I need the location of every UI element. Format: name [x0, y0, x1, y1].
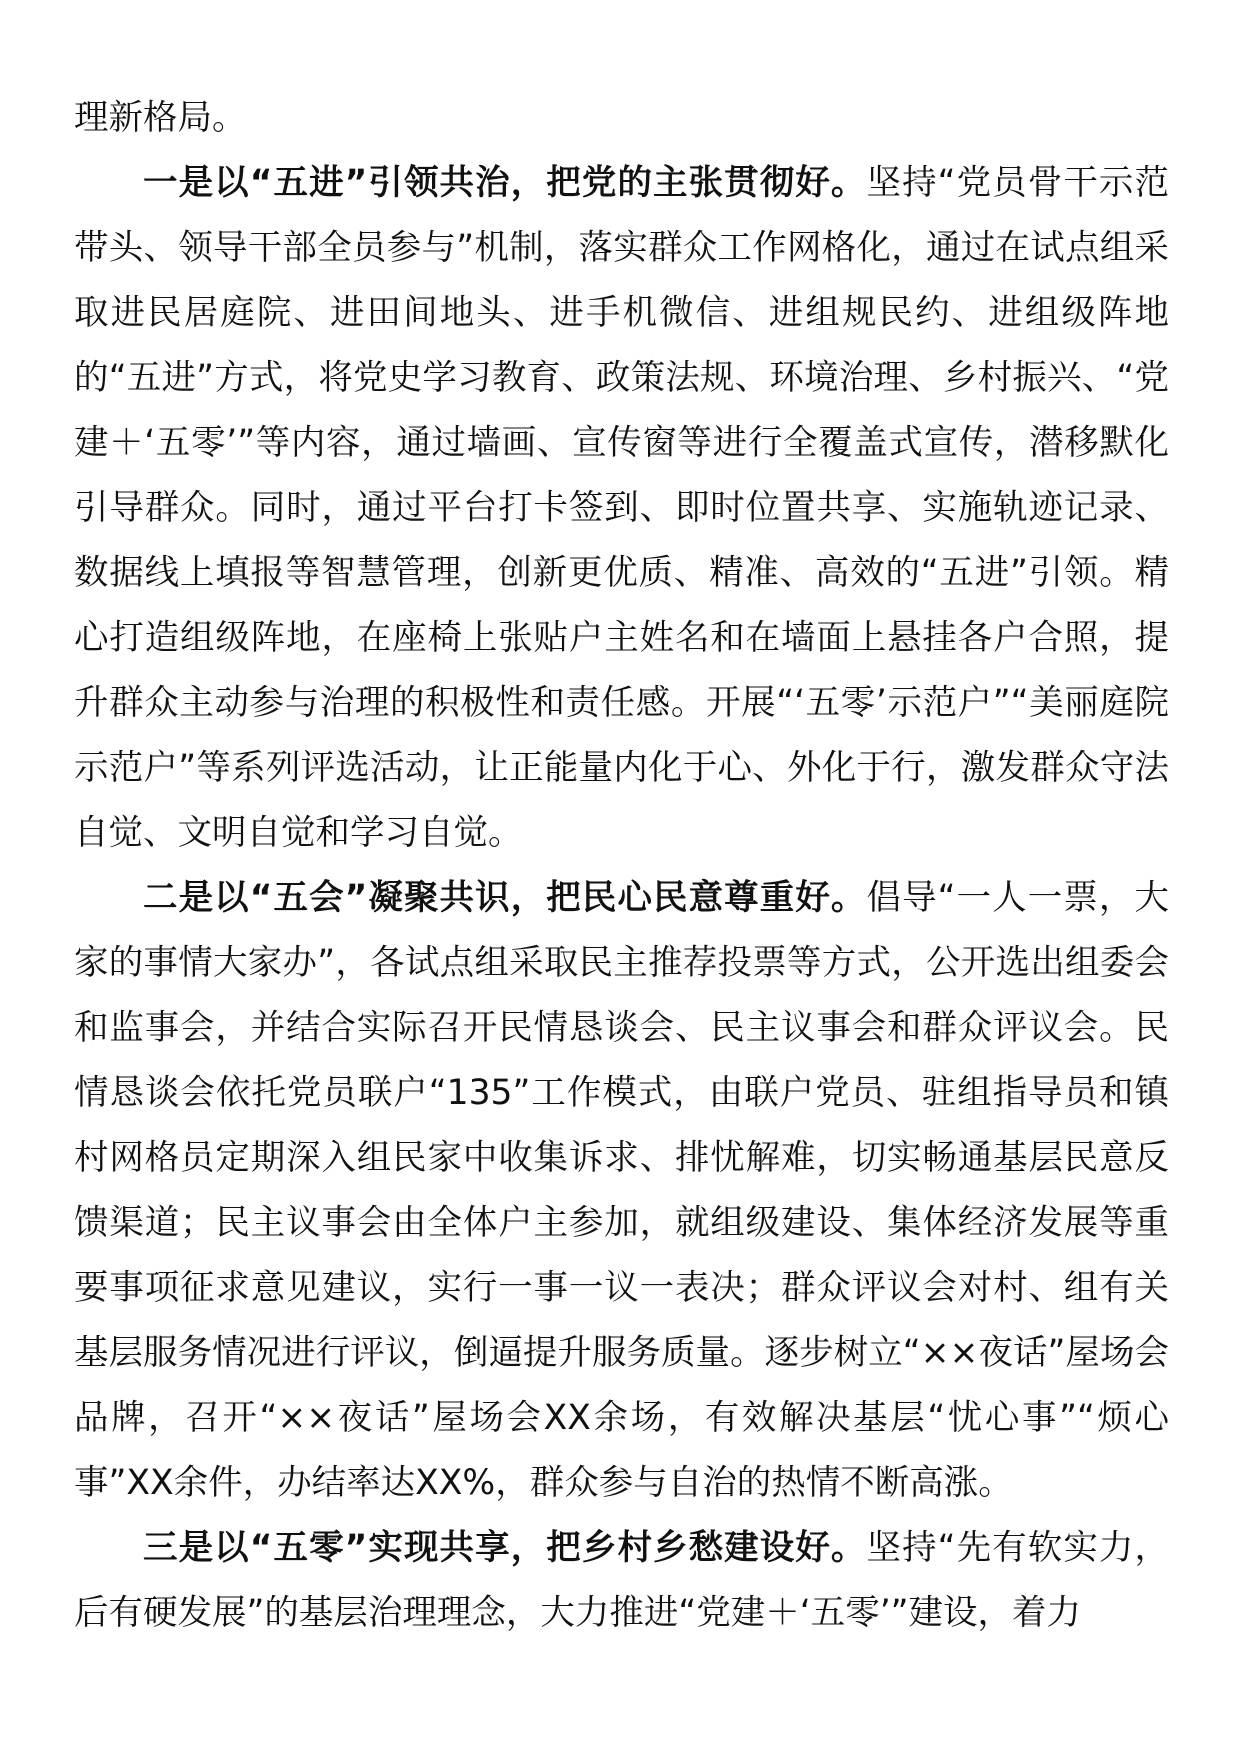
paragraph-two — [74, 866, 1169, 1516]
paragraph-one-heading: 一是以“五进”引领共治，把党的主张贯彻好。 — [143, 163, 867, 203]
paragraph-two-heading: 二是以“五会”凝聚共识，把民心民意尊重好。 — [143, 878, 867, 918]
paragraph-one-body: 坚持“党员骨干示范带头、领导干部全员参与”机制，落实群众工作网格化，通过在试点组采取进民居庭院、进田间地头、进手机微信、进组规民约、进组级阵地的“五进”方式，将党史学习教育、政策法规、环境治理、乡村振兴、“党建＋‘五零’”等内容，通过墙画、宣传窗等进行全覆盖式宣传，潜移默化引导群众。同时，通过平台打卡签到、即时位置共享、实施轨迹记录、数据线上填报等智慧管理，创新更优质、精准、高效的“五进”引领。精心打造组级阵地，在座椅上张贴户主姓名和在墙面上悬挂各户合照，提升群众主动参与治理的积极性和责任感。开展“‘五零’示范户”“美丽庭院示范户”等系列评选活动，让正能量内化于心、外化于行，激发群众守法自觉、文明自觉和学习自觉。 — [74, 163, 1169, 853]
paragraph-three — [74, 1516, 1169, 1646]
paragraph-one — [74, 151, 1169, 866]
paragraph-three-body: 坚持“先有软实力，后有硬发展”的基层治理理念，大力推进“党建＋‘五零’”建设，着力 — [74, 1528, 1169, 1633]
document-page — [74, 0, 1169, 1754]
paragraph-two-body: 倡导“一人一票，大家的事情大家办”，各试点组采取民主推荐投票等方式，公开选出组委会和监事会，并结合实际召开民情恳谈会、民主议事会和群众评议会。民情恳谈会依托党员联户“135”工作模式，由联户党员、驻组指导员和镇村网格员定期深入组民家中收集诉求、排忧解难，切实畅通基层民意反馈渠道；民主议事会由全体户主参加，就组级建设、集体经济发展等重要事项征求意见建议，实行一事一议一表决；群众评议会对村、组有关基层服务情况进行评议，倒逼提升服务质量。逐步树立“××夜话”屋场会品牌，召开“××夜话”屋场会XX余场，有效解决基层“忧心事”“烦心事”XX余件，办结率达XX%，群众参与自治的热情不断高涨。 — [74, 878, 1169, 1503]
paragraph-three-heading: 三是以“五零”实现共享，把乡村乡愁建设好。 — [143, 1528, 867, 1568]
continuation-line: 理新格局。 — [74, 98, 247, 138]
